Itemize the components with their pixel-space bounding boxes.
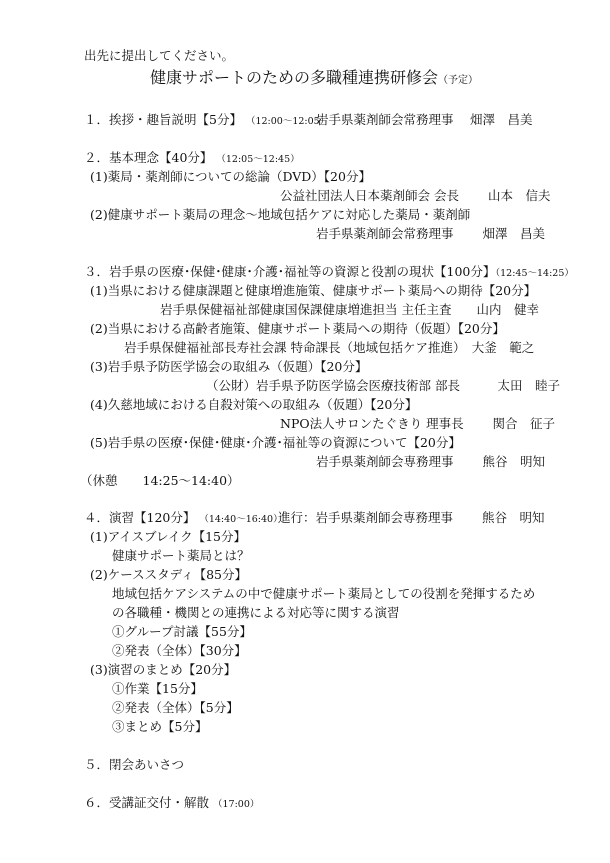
section-6-time: （17:00） [213,799,260,810]
exercise-line: (2)ケーススタディ【85分】 [90,567,247,582]
section-3-heading: ３．岩手県の医療･保健･健康･介護･福祉等の資源と役割の現状【100分】 [84,264,496,279]
section-3-item-speaker: 岩手県薬剤師会専務理事 熊谷 明知 [316,454,545,469]
section-2-item-title: (1)薬局・薬剤師についての総論（DVD）【20分】 [90,169,371,184]
section-3-item-speaker: NPO法人サロンたぐきり 理事長 関合 征子 [280,416,556,431]
section-3-item-speaker: 岩手県保健福祉部長寿社会課 特命課長（地域包括ケア推進） 大釜 範之 [124,340,535,355]
section-3-item-title: (5)岩手県の医療･保健･健康･介護･福祉等の資源について【20分】 [90,435,461,450]
exercise-line: 健康サポート薬局とは？ [112,548,250,563]
section-2-item-speaker: 岩手県薬剤師会常務理事 畑澤 昌美 [316,226,545,241]
section-2 [84,150,300,168]
title-text: 健康サポートのための多職種連携研修会 [150,68,439,87]
exercise-line: の各職種・機関との連携による対応等に関する演習 [112,605,400,620]
section-2-item-title: (2)健康サポート薬局の理念～地域包括ケアに対応した薬局・薬剤師 [90,207,471,222]
section-3-item-title: (3)岩手県予防医学協会の取組み（仮題）【20分】 [90,359,368,374]
section-1 [84,112,329,130]
section-3-item-title: (2)当県における高齢者施策、健康サポート薬局への期待（仮題）【20分】 [90,321,505,336]
section-6-heading: ６．受講証交付・解散 [84,795,210,810]
section-2-item-speaker: 公益社団法人日本薬剤師会 会長 山本 信夫 [280,188,551,203]
document-title [150,68,478,91]
section-1-heading: １．挨拶・趣旨説明【5分】 [84,112,242,127]
section-3-time: （12:45～14:25） [495,268,574,279]
section-3-item-title: (4)久慈地域における自殺対策への取組み（仮題）【20分】 [90,397,418,412]
section-3-item-title: (1)当県における健康課題と健康増進施策、健康サポート薬局への期待【20分】 [90,283,537,298]
exercise-line: ①作業【15分】 [112,681,203,696]
exercise-line: ②発表（全体）【30分】 [112,643,247,658]
exercise-line: ③まとめ【5分】 [112,719,208,734]
section-3-item-speaker: 岩手県保健福祉部健康国保課健康増進担当 主任主査 山内 健幸 [160,302,539,317]
title-note: （予定） [438,75,479,86]
section-2-heading: ２．基本理念【40分】 [84,150,213,165]
exercise-line: 地域包括ケアシステムの中で健康サポート薬局としての役割を発揮するため [112,586,536,601]
section-6 [84,795,259,813]
section-2-time: （12:05～12:45） [216,154,300,165]
section-4 [84,510,283,528]
section-5-heading: ５．閉会あいさつ [84,757,185,772]
section-3-item-speaker: （公財）岩手県予防医学協会医療技術部 部長 太田 睦子 [206,378,560,393]
section-4-lead: 進行：岩手県薬剤師会専務理事 熊谷 明知 [278,510,545,525]
section-4-time: （14:40～16:40） [199,514,283,525]
exercise-line: (3)演習のまとめ【20分】 [90,662,237,677]
section-3 [84,264,574,282]
exercise-line: ②発表（全体）【5分】 [112,700,239,715]
exercise-line: (1)アイスブレイク【15分】 [90,529,246,544]
section-1-time: （12:00～12:05） [245,116,330,127]
break-note: （休憩 14:25～14:40） [80,473,240,488]
section-4-heading: ４．演習【120分】 [84,510,196,525]
section-1-speaker: 岩手県薬剤師会常務理事 畑澤 昌美 [316,112,533,127]
header-note: 出先に提出してください。 [84,48,235,63]
exercise-line: ①グループ討議【55分】 [112,624,252,639]
